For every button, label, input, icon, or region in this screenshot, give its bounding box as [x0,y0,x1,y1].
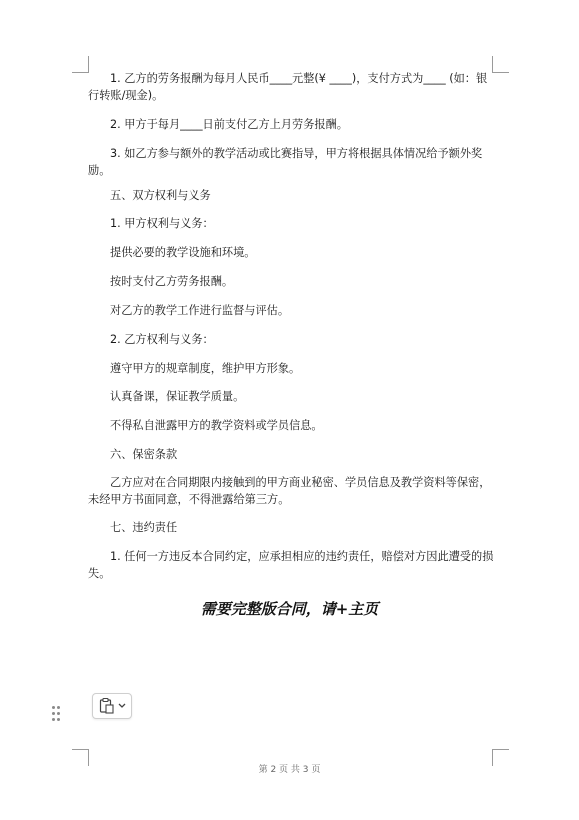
paragraph-breach[interactable]: 1. 任何一方违反本合同约定，应承担相应的违约责任，赔偿对方因此遭受的损失。 [88,550,494,580]
crop-mark-top-left [72,56,89,73]
page-number-footer: 第 2 页 共 3 页 [258,765,321,775]
paragraph-facilities[interactable]: 提供必要的教学设施和环境。 [110,246,256,259]
paragraph-supervision[interactable]: 对乙方的教学工作进行监督与评估。 [110,304,290,317]
paragraph-quality[interactable]: 认真备课，保证教学质量。 [110,390,245,403]
paragraph-rules[interactable]: 遵守甲方的规章制度，维护甲方形象。 [110,362,301,375]
paste-options-button[interactable] [92,693,132,719]
paragraph-payment-amount[interactable]: 1. 乙方的劳务报酬为每月人民币____元整(¥ ____)，支付方式为____ (如：银行转账/现金)。 [88,72,488,102]
section-heading-breach[interactable]: 七、违约责任 [110,521,178,534]
promo-text: 需要完整版合同，请+主页 [200,600,379,618]
paragraph-no-leak[interactable]: 不得私自泄露甲方的教学资料或学员信息。 [110,419,323,432]
clipboard-icon [98,697,116,714]
paragraph-confidentiality[interactable]: 乙方应对在合同期限内接触到的甲方商业秘密、学员信息及教学资料等保密，未经甲方书面同意，不得泄露给第三方。 [88,476,491,506]
paragraph-timely-payment[interactable]: 按时支付乙方劳务报酬。 [110,275,234,288]
paragraph-payment-date[interactable]: 2. 甲方于每月____日前支付乙方上月劳务报酬。 [110,118,348,131]
section-heading-confidentiality[interactable]: 六、保密条款 [110,448,178,461]
section-heading-rights[interactable]: 五、双方权利与义务 [110,189,211,202]
paragraph-party-a-rights[interactable]: 1. 甲方权利与义务： [110,217,214,230]
paragraph-party-b-rights[interactable]: 2. 乙方权利与义务： [110,333,214,346]
chevron-down-icon [118,699,126,711]
drag-handle-icon[interactable] [52,706,62,722]
paragraph-extra-reward[interactable]: 3. 如乙方参与额外的教学活动或比赛指导，甲方将根据具体情况给予额外奖励。 [88,147,483,177]
